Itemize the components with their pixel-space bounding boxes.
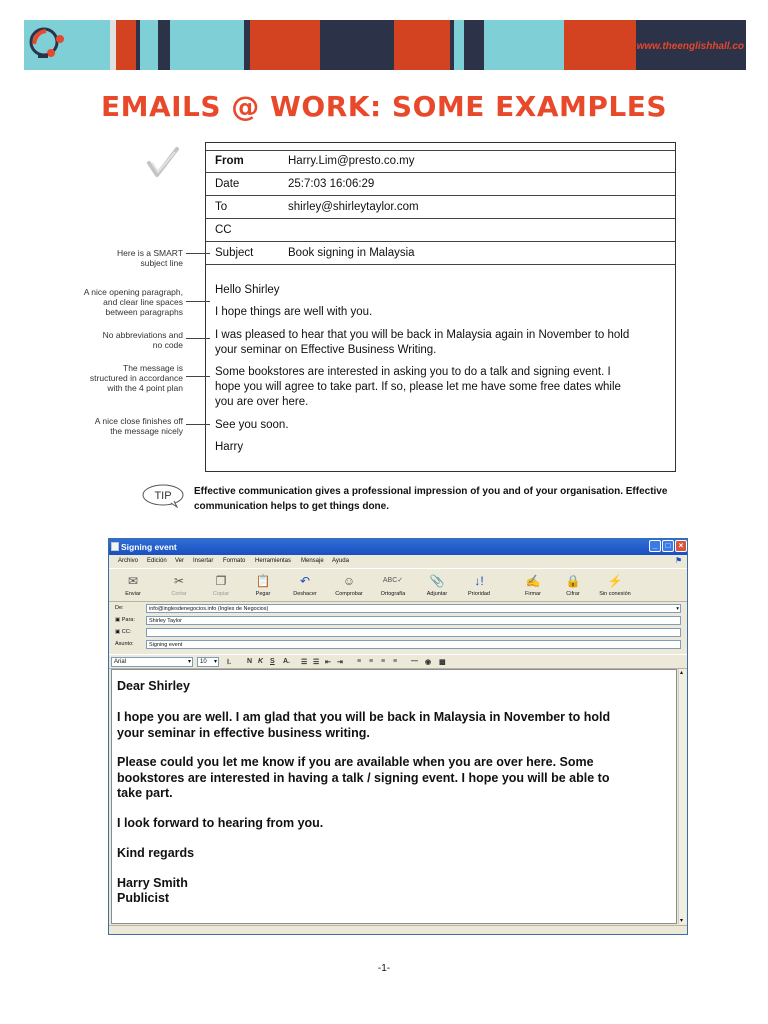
annotation-abbreviations (80, 330, 183, 350)
email-paragraph: you are over here. (215, 396, 309, 408)
size-value: 10 (200, 659, 207, 665)
header-label: Date (215, 178, 240, 190)
header-label: From (215, 155, 244, 167)
from-field[interactable] (146, 604, 681, 613)
menu-insertar[interactable]: Insertar (193, 558, 214, 564)
maximize-icon[interactable]: □ (662, 540, 674, 552)
tool-label: Comprobar (335, 591, 363, 597)
subject-field[interactable] (146, 640, 681, 649)
annotation-opening (70, 287, 183, 317)
italic-icon[interactable]: K (258, 658, 264, 665)
paste-icon: 📋 (255, 574, 271, 588)
annotation-text: structured in accordance (89, 373, 183, 383)
window-titlebar[interactable] (109, 539, 687, 555)
header-row-subject (206, 242, 675, 265)
header-row-date (206, 173, 675, 196)
send-icon: ✉ (127, 574, 139, 588)
annotation-text: A nice opening paragraph, (83, 287, 183, 297)
email-compose-window (108, 538, 688, 935)
increase-indent-icon[interactable]: ⇥ (337, 659, 343, 666)
header-label: Subject (215, 247, 254, 259)
body-line: Please could you let me know if you are available when you are over here. Some (117, 755, 594, 769)
header-value: Harry.Lim@presto.co.my (288, 155, 415, 167)
header-value: Book signing in Malaysia (288, 247, 415, 259)
email-greeting: Hello Shirley (215, 284, 280, 296)
annotation-text: A nice close finishes off (94, 416, 183, 426)
align-right-icon[interactable]: ≡ (381, 658, 386, 665)
menu-mensaje[interactable]: Mensaje (301, 558, 324, 564)
close-icon[interactable]: × (675, 540, 687, 552)
check-names-icon: ☺ (342, 574, 356, 588)
body-line: Kind regards (117, 846, 195, 860)
scissors-icon: ✂ (173, 574, 185, 588)
priority-icon: ↓! (474, 574, 484, 588)
scroll-down-icon[interactable]: ▾ (680, 918, 684, 924)
send-button[interactable] (111, 571, 155, 597)
to-label-text: Para: (121, 617, 135, 623)
menu-herramientas[interactable]: Herramientas (255, 558, 292, 564)
header-row-cc (206, 219, 675, 242)
annotation-text: with the 4 point plan (107, 383, 183, 393)
font-value: Arial (114, 659, 127, 665)
tool-label: Deshacer (293, 591, 317, 597)
cut-button[interactable] (157, 571, 201, 597)
email-paragraph: I was pleased to hear that you will be back in Malaysia again in November to hold (215, 329, 630, 341)
undo-button[interactable] (283, 571, 327, 597)
cc-label (115, 629, 131, 635)
spelling-icon: ABC✓ (382, 577, 404, 584)
encrypt-button[interactable] (551, 571, 595, 597)
image-icon[interactable]: ▩ (439, 659, 446, 666)
format-bar (109, 654, 687, 669)
body-line: take part. (117, 786, 173, 800)
tip-line: Effective communication gives a professional impression of you and of your organisation. Effective (194, 486, 668, 497)
body-line: your seminar in effective business writing. (117, 725, 370, 740)
menu-ver[interactable]: Ver (175, 558, 185, 564)
annotation-text: between paragraphs (105, 307, 183, 317)
message-headers (109, 602, 687, 654)
spelling-button[interactable] (371, 571, 415, 597)
annotation-text: Here is a SMART (117, 248, 183, 258)
header-row-from (206, 150, 675, 173)
tool-label: Pegar (255, 591, 271, 597)
address-book-icon[interactable]: ▣ (115, 617, 121, 623)
style-icon[interactable]: Ⅰ. (227, 659, 232, 666)
encrypt-icon: 🔒 (565, 574, 581, 588)
page-title: EMAILS @ WORK: SOME EXAMPLES (100, 90, 668, 123)
undo-icon: ↶ (299, 574, 311, 588)
justify-icon[interactable]: ≡ (393, 658, 398, 665)
numbered-list-icon[interactable]: ☰ (301, 659, 308, 666)
horizontal-line-icon[interactable]: — (411, 658, 418, 665)
chevron-down-icon[interactable]: ▾ (187, 659, 191, 665)
menu-bar (109, 555, 687, 568)
scroll-up-icon[interactable]: ▴ (680, 670, 684, 676)
logo (24, 20, 110, 70)
address-book-icon[interactable]: ▣ (115, 629, 121, 635)
body-line: Harry Smith (117, 876, 188, 890)
body-line: I hope you are well. I am glad that you will be back in Malaysia in November to hold (117, 710, 611, 724)
from-value: info@inglesdenegocios.info (Ingles de Negocios) (149, 606, 269, 612)
from-label: De: (115, 605, 124, 611)
chevron-down-icon[interactable]: ▾ (676, 606, 679, 612)
offline-icon: ⚡ (607, 574, 623, 588)
header-banner (24, 20, 746, 70)
tip-label: TIP (154, 490, 172, 502)
annotation-subject (80, 248, 183, 268)
email-paragraph: I hope things are well with you. (215, 306, 373, 318)
body-line: Dear Shirley (117, 679, 190, 693)
priority-button[interactable] (457, 571, 501, 597)
status-bar (109, 925, 687, 934)
body-line: Publicist (117, 891, 170, 905)
size-select[interactable] (197, 657, 219, 667)
tool-label: Enviar (125, 591, 141, 597)
page-number: -1- (377, 963, 391, 974)
email-closing: See you soon. (215, 419, 289, 431)
tool-label: Cifrar (566, 591, 580, 597)
email-paragraph: Some bookstores are interested in asking you to do a talk and signing event. I (215, 366, 611, 378)
offline-button[interactable] (593, 571, 637, 597)
check-names-button[interactable] (327, 571, 371, 597)
align-left-icon[interactable]: ≡ (357, 658, 362, 665)
menu-formato[interactable]: Formato (223, 558, 246, 564)
tip-bubble-icon (141, 484, 185, 508)
to-field[interactable] (146, 616, 681, 625)
sign-button[interactable] (511, 571, 555, 597)
website-url[interactable]: www.theenglishhall.co (636, 41, 744, 52)
header-label: CC (215, 224, 232, 236)
font-color-icon[interactable]: A. (283, 658, 290, 665)
tip-line: communication helps to get things done. (194, 501, 390, 512)
hyperlink-icon[interactable]: ◉ (425, 659, 432, 666)
annotation-text: No abbreviations and (102, 330, 183, 340)
tool-label: Copiar (212, 591, 230, 597)
tool-label: Prioridad (467, 591, 490, 597)
decrease-indent-icon[interactable]: ⇤ (325, 659, 331, 666)
header-value: 25:7:03 16:06:29 (288, 178, 375, 190)
annotation-text: and clear line spaces (103, 297, 183, 307)
email-paragraph: your seminar on Effective Business Writing. (215, 344, 437, 356)
align-center-icon[interactable]: ≡ (369, 658, 374, 665)
paste-button[interactable] (241, 571, 285, 597)
subject-value: Signing event (149, 642, 183, 648)
annotation-close (80, 416, 183, 436)
paperclip-icon: 📎 (429, 574, 445, 588)
underline-icon[interactable]: S (270, 658, 275, 665)
header-label: To (215, 201, 228, 213)
message-icon (111, 542, 119, 551)
annotation-text: the message nicely (110, 426, 183, 436)
copy-button[interactable] (199, 571, 243, 597)
annotation-text: no code (152, 340, 183, 350)
copy-icon: ❐ (215, 574, 227, 588)
sign-icon: ✍ (525, 574, 541, 588)
cc-field[interactable] (146, 628, 681, 637)
tip-text (194, 484, 684, 514)
bullet-list-icon[interactable]: ☰ (313, 659, 320, 666)
menu-ayuda[interactable]: Ayuda (332, 558, 349, 564)
bold-icon[interactable]: N (247, 658, 253, 665)
tool-label: Cortar (171, 591, 187, 597)
email-signature: Harry (215, 441, 244, 453)
chevron-down-icon[interactable]: ▾ (213, 659, 217, 665)
tool-label: Sin conexión (599, 591, 631, 597)
menu-archivo[interactable]: Archivo (118, 558, 139, 564)
to-value: Shirley Taylor (149, 618, 182, 624)
header-value: shirley@shirleytaylor.com (288, 201, 419, 213)
to-label (115, 617, 135, 623)
minimize-icon[interactable]: _ (649, 540, 661, 552)
subject-label: Asunto: (115, 641, 134, 647)
annotation-structure (80, 363, 183, 393)
toolbar (109, 568, 687, 602)
annotation-text: The message is (123, 363, 183, 373)
cc-label-text: CC: (121, 629, 132, 635)
vertical-scrollbar[interactable] (678, 669, 686, 924)
header-row-to (206, 196, 675, 219)
windows-logo-icon: ⚑ (675, 556, 683, 565)
attach-button[interactable] (415, 571, 459, 597)
body-line: I look forward to hearing from you. (117, 816, 324, 830)
tool-label: Firmar (525, 591, 541, 597)
tool-label: Ortografía (380, 591, 406, 597)
tool-label: Adjuntar (426, 591, 448, 597)
annotation-text: subject line (140, 258, 183, 268)
checkmark-icon (146, 146, 180, 178)
font-select[interactable] (111, 657, 193, 667)
email-paragraph: hope you will agree to take part. If so, please let me have some free dates while (215, 381, 621, 393)
example-email (205, 142, 676, 472)
window-title: Signing event (121, 542, 177, 552)
menu-edicion[interactable]: Edición (147, 558, 167, 564)
message-body[interactable] (111, 669, 677, 924)
body-line: bookstores are interested in having a talk / signing event. I hope you will be able to (117, 770, 610, 785)
